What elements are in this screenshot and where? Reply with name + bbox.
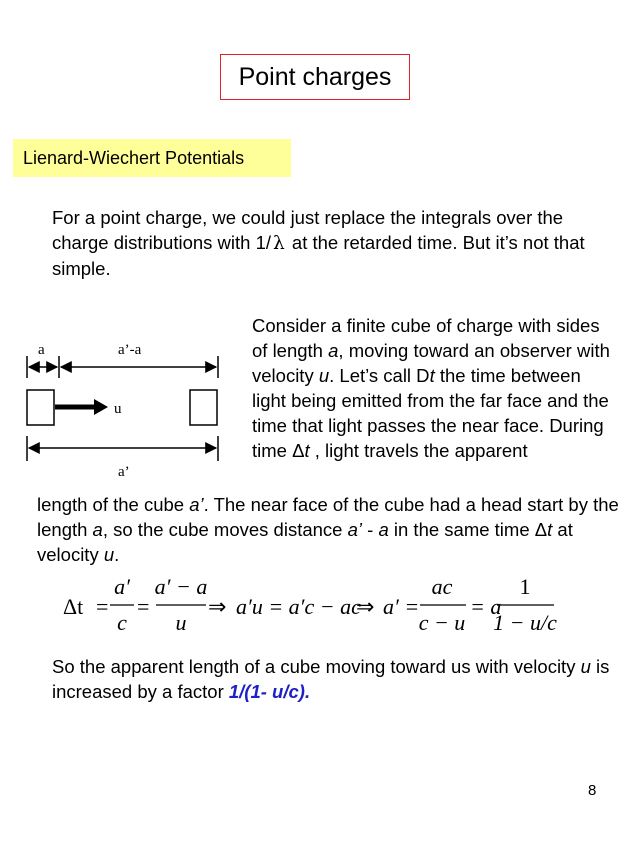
eq-equals: = <box>137 594 150 619</box>
frac4-numerator: 1 <box>519 574 531 599</box>
delta-symbol: Δ <box>292 440 305 461</box>
factor-highlight: 1/(1- u/c). <box>228 681 311 702</box>
lambda-symbol: λ <box>273 233 285 254</box>
desc-var-u: u <box>318 365 330 386</box>
cont-var: a’ <box>189 494 204 515</box>
cont-var: a’ <box>347 519 362 540</box>
cont-text: at velocity <box>37 519 573 565</box>
eq-equals: = <box>96 594 109 619</box>
desc-text: the time between light being emitted from the far face and the time that light passes the near face. During time <box>252 365 609 461</box>
desc-var-t: t <box>304 440 310 461</box>
section-heading: Lienard-Wiechert Potentials <box>13 139 291 177</box>
label-a: a <box>38 342 45 358</box>
desc-var-t: t <box>429 365 435 386</box>
cont-var: a <box>378 519 389 540</box>
intro-text-2: at the retarded time. But it’s not that simple. <box>52 232 585 279</box>
label-a-prime: a’ <box>118 464 130 480</box>
intro-text-1: For a point charge, we could just replace the integrals over the charge distributions with 1/ <box>52 207 564 253</box>
frac4-denominator: 1 − u/c <box>493 610 557 635</box>
eq-a-prime: a′ = <box>383 594 420 619</box>
eq-delta-t: Δt <box>63 594 84 619</box>
frac3-denominator: c − u <box>418 610 466 635</box>
cont-text: . The near face of the cube had a head start by the length <box>37 494 619 540</box>
cont-var: a <box>92 519 103 540</box>
desc-text: , moving toward an observer with velocity <box>252 340 610 386</box>
frac3-numerator: ac <box>431 574 453 599</box>
label-a-prime-minus-a: a’-a <box>118 342 142 358</box>
frac2-denominator: u <box>175 610 187 635</box>
frac1-denominator: c <box>117 610 127 635</box>
frac1-numerator: a′ <box>114 574 130 599</box>
concl-text: So the apparent length of a cube moving toward us with velocity <box>52 656 581 677</box>
delta-symbol: Δ <box>534 519 548 540</box>
desc-text: . Let’s call D <box>329 365 430 386</box>
desc-text: Consider a finite cube of charge with sides of length <box>252 315 600 361</box>
conclusion-paragraph <box>52 654 612 704</box>
cont-text: , so the cube moves distance <box>102 519 348 540</box>
eq-middle: a′u = a′c − ac <box>236 594 361 619</box>
slide-title: Point charges <box>220 54 410 100</box>
desc-text: , light travels the apparent <box>309 440 528 461</box>
cont-text: . <box>114 544 120 565</box>
eq-equals-a: = a <box>470 594 502 619</box>
page-number: 8 <box>588 782 597 799</box>
cont-var: u <box>103 544 115 565</box>
concl-text: is increased by a factor <box>52 656 610 702</box>
cont-text: in the same time <box>388 519 535 540</box>
frac2-numerator: a′ − a <box>154 574 208 599</box>
label-u: u <box>114 401 122 417</box>
implies-arrow: ⇒ <box>356 594 375 619</box>
cont-text: - <box>362 519 379 540</box>
cont-var: t <box>547 519 553 540</box>
cont-text: length of the cube <box>37 494 190 515</box>
concl-var-u: u <box>580 656 591 677</box>
implies-arrow: ⇒ <box>208 594 227 619</box>
desc-var-a: a <box>328 340 339 361</box>
